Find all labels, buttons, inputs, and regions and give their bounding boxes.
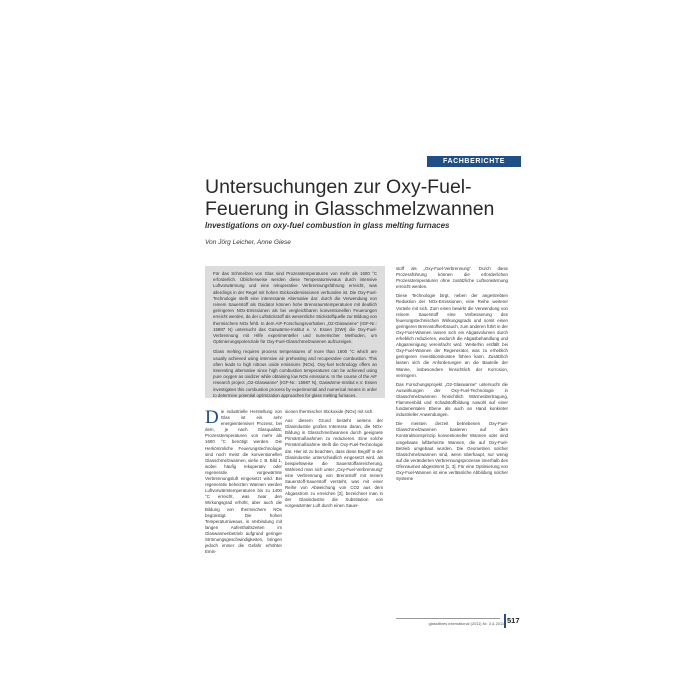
body-column-1 (205, 409, 282, 604)
article-authors: Von Jörg Leicher, Anne Giese (205, 239, 291, 246)
article-subtitle: Investigations on oxy-fuel combustion in glass melting furnaces (205, 221, 450, 230)
footer-divider (396, 618, 500, 619)
body-column-2 (285, 409, 383, 604)
body-paragraph-1-text: ie industrielle Herstellung von Glas ist ein sehr energieintensiver Prozess, bei dem, je nach Glasqualität, Prozesstemperaturen von mehr als 1600 °C benötigt werden. Die Herkömmliche Feuerungstechnologie sind noch meist die konventionellen Glasschmelzwannen, siehe z. B. Bild 1, wobei häufig rekuperativ oder regenerativ vorgewärmte Verbrennungsluft eingesetzt wird. Bei regenerativ beheizten Wannen werden Luftvorwärmtemperaturen bis zu 1400 °C erreicht, was zwar den Wirkungsgrad erhöht, aber auch die Bildung von thermischem NOx begünstigt. Die hohen Temperaturniveaus, in Verbindung mit langen Aufenthaltszeiten im Glaswannenbetrieb aufgrund geringer Strömungsgeschwindigkeiten, bringen jedoch immer die Gefahr erhöhter Emis- (205, 409, 282, 555)
section-tag: FACHBERICHTE (427, 156, 521, 167)
journal-footer: glassfibres international (2011) Nr. 3 & 2011 (428, 621, 504, 626)
page-number: 517 (507, 616, 520, 625)
abstract-german: Für das Schmelzen von Glas sind Prozesstemperaturen von mehr als 1600 °C erforderlich. Üblicherweise werden diese Temperaturniveaus durch intensive Luftvorwärmung und eine rekuperative Verbrennungsführung erreicht, was allerdings in der Regel mit hohen Stickoxidemissionen verbunden ist. Die Oxy-Fuel-Technologie stellt eine interessante Alternative dar: durch die Verwendung von reinem Sauerstoff als Oxidator können hohe Brennraumtemperaturen mit deutlich geringeren NOx-Emissionen als bei vergleichbaren konventionellen Feuerungen erreicht werden, da der Luftstickstoff als wesentliche Stickstoffquelle zur Bildung von thermischem NOx fehlt. In dem AiF-Forschungsvorhaben „O2-Glaswanne“ (IGF-Nr.: 15987 N) untersucht das Gaswärme-Institut e. V. Essen (GWI) die Oxy-Fuel-Verbrennung mit Hilfe experimenteller und numerischer Methoden, um Optimierungspotenziale für Oxy-Fuel-Glasschmelzwannen aufzuzeigen. (213, 271, 377, 345)
abstract-box (205, 266, 385, 398)
body-paragraph-6: Das Forschungsprojekt „O2-Glaswanne“ untersucht die Auswirkungen der Oxy-Fuel-Technologie in Glasschmelzwannen hinsichtlich Wärmeübertragung, Flammenbild und Schadstoffbildung sowohl auf einer fundamentalen Ebene als auch an Hand konkreter industrieller Anwendungen. (396, 381, 508, 418)
body-paragraph-4: stoff als „Oxy-Fuel-Verbrennung“. Durch diese Prozessführung können die erforderlichen Prozesstemperaturen ohne zusätzliche Luftvorwärmung erreicht werden. (396, 266, 508, 290)
title-line-1: Untersuchungen zur Oxy-Fuel- (205, 176, 472, 198)
body-column-3 (396, 266, 508, 602)
page-number-bar (504, 614, 506, 628)
abstract-english: Glass melting requires process temperatures of more than 1600 °C which are usually achieved using intensive air preheating and recuperative combustion. This often leads to high nitrous oxide emissions (NOx). Oxy-fuel technology offers an interesting alternative since high combustion temperatures can be achieved using pure oxygen as oxidizer while obtaining low NOx emissions. In the course of the AiF research project „O2-Glaswanne“ (IGF-Nr.: 15987 N), Gaswärme-Institut e.V. Essen investigates this combustion process by experimental and numerical means in order to determine potential optimization approaches for glass melting furnaces. (213, 349, 377, 398)
body-paragraph-2: sionen thermischer Stickoxide (NOx) mit sich. (285, 409, 374, 414)
body-paragraph-3: Aus diesem Grund besteht seitens der Glasindustrie großes Interesse daran, die NOx-Bildung in Glasschmelzwannen durch geeignete Primärmaßnahmen zu reduzieren. Eine solche Primärmaßnahme stellt die Oxy-Fuel-Technologie dar. Hier ist zu beachten, dass diese Begriff in der Glasindustrie unterschiedlich eingesetzt wird, als beispielsweise die Sauerstoffanreicherung. Während man sich unter „Oxy-Fuel-Verbrennung“ eine Verbrennung von Brennstoff mit reinem Sauerstoff-Sauerstoff versteht, was mit einer Reihe von Abweichung von CO2 aus dem Abgasstrom zu erreichen [2], bezeichnet man in der Glasindustrie die Substitution von vorgewärmter Luft durch einen Sauer- (285, 418, 383, 509)
body-paragraph-7: Die meisten derzeit betriebenen Oxy-Fuel-Glasschmelzwannen basieren auf dem Konstruktionsprinzip konventioneller Wannen oder sind umgebaute luftbeheizte Wannen, die auf Oxy-Fuel-Betrieb umgebaut wurden. Die Geometrien solcher Glasschmelzwannen sind, wenn überhaupt, nur wenig auf die veränderten Verbrennungsprozesse innerhalb des Ofenraumes abgestimmt [1, 3]. Für eine Optimierung von Oxy-Fuel-Wannen ist eine verlässliche Abbildung solcher Systeme (396, 421, 508, 482)
body-paragraph-1 (205, 409, 282, 555)
article-title (205, 176, 505, 220)
drop-cap: D (205, 409, 219, 428)
body-paragraph-5: Diese Technologie birgt, neben der angestrebten Reduktion der NOx-Emissionen, eine Reihe weiterer Vorteile mit sich. Zum einen bewirkt die Verwendung von reinem Sauerstoff eine Verbesserung des feuerungstechnischen Wirkungsgrads und somit einen geringeren Brennstoffverbrauch, zum anderen führt in der Oxy-Fuel-Wannen lassen sich ein Abgasvolumen durch erheblich reduzieren, wodurch die Abgasbehandlung und Abgasreinigung vereinfacht wird. Weiterhin entfällt bei Oxy-Fuel-Wannen der Regenerator, was zu erheblich geringeren Investitionskosten führen kann. Zusätzlich lassen sich die Anforderungen an die Bauteile der Wanne, insbesondere hinsichtlich der Korrosion, verringern. (396, 293, 508, 378)
title-line-2: Feuerung in Glasschmelzwannen (205, 198, 495, 220)
